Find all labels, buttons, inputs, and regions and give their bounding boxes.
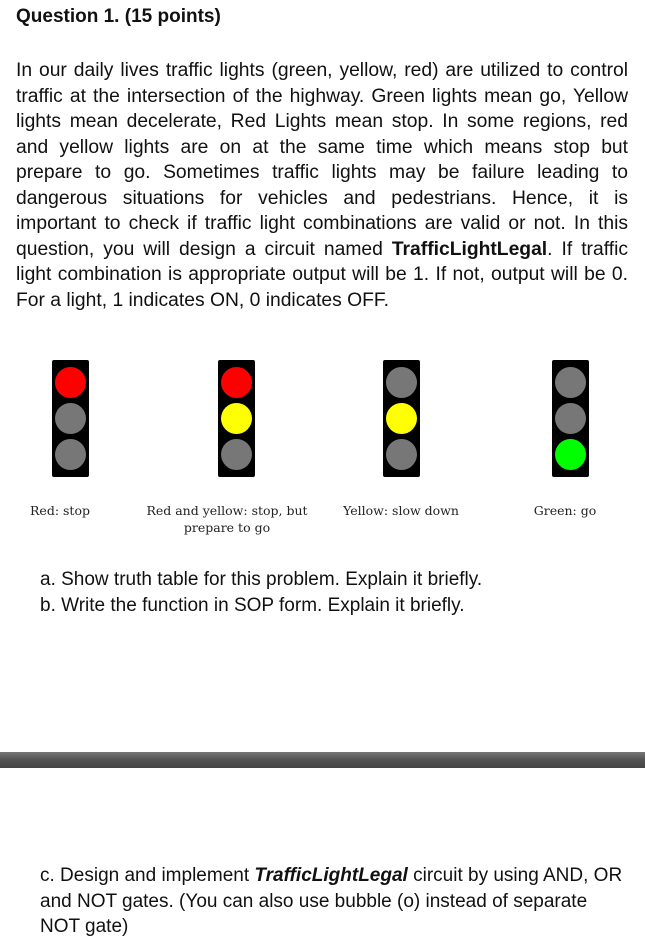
traffic-light-green [552,360,589,477]
yellow-lamp [555,403,586,434]
caption-red-yellow-line1: Red and yellow: stop, but [146,503,308,518]
yellow-lamp [221,403,252,434]
caption-red-yellow [142,502,312,536]
question-text [16,58,628,313]
question-text-part2: . If traffic light combination is appropriate output will be 1. If not, output will be 0. For a light, 1 indicates ON, 0 indicates OFF. [16,238,628,311]
part-c-text2: circuit by using AND, OR and NOT gates. (You can also use bubble (o) instead of separate NOT gate) [40,865,623,937]
part-c-text1: c. Design and implement [40,865,255,886]
circuit-name: TrafficLightLegal [391,238,548,260]
green-lamp [555,439,586,470]
traffic-light-red-yellow [218,360,255,477]
yellow-lamp [386,403,417,434]
question-text-part1: In our daily lives traffic lights (green, yellow, red) are utilized to control traffic at the intersection of the highway. Green lights mean go, Yellow lights mean decelerate, Red Lights mean stop. In some regions, red and yellow lights are on at the same time which means stop but prepare to go. Sometimes traffic lights may be failure leading to dangerous situations for vehicles and pedestrians. Hence, it is important to check if traffic light combinations are valid or not. In this question, you will design a circuit named [16,60,628,260]
traffic-light-yellow [383,360,420,477]
green-lamp [386,439,417,470]
red-lamp [221,367,252,398]
caption-red: Red: stop [30,503,90,518]
red-lamp [386,367,417,398]
part-c [40,863,624,940]
green-lamp [55,439,86,470]
part-a: a. Show truth table for this problem. Explain it briefly. [40,569,483,590]
green-lamp [221,439,252,470]
page-divider [0,752,645,768]
caption-green: Green: go [533,503,597,518]
question-title: Question 1. (15 points) [16,6,221,27]
yellow-lamp [55,403,86,434]
part-c-circuit-name: TrafficLightLegal [254,865,408,886]
part-b: b. Write the function in SOP form. Explain it briefly. [40,595,465,616]
red-lamp [555,367,586,398]
red-lamp [55,367,86,398]
traffic-light-red [52,360,89,477]
caption-yellow: Yellow: slow down [343,503,459,518]
caption-red-yellow-line2: prepare to go [183,520,271,535]
